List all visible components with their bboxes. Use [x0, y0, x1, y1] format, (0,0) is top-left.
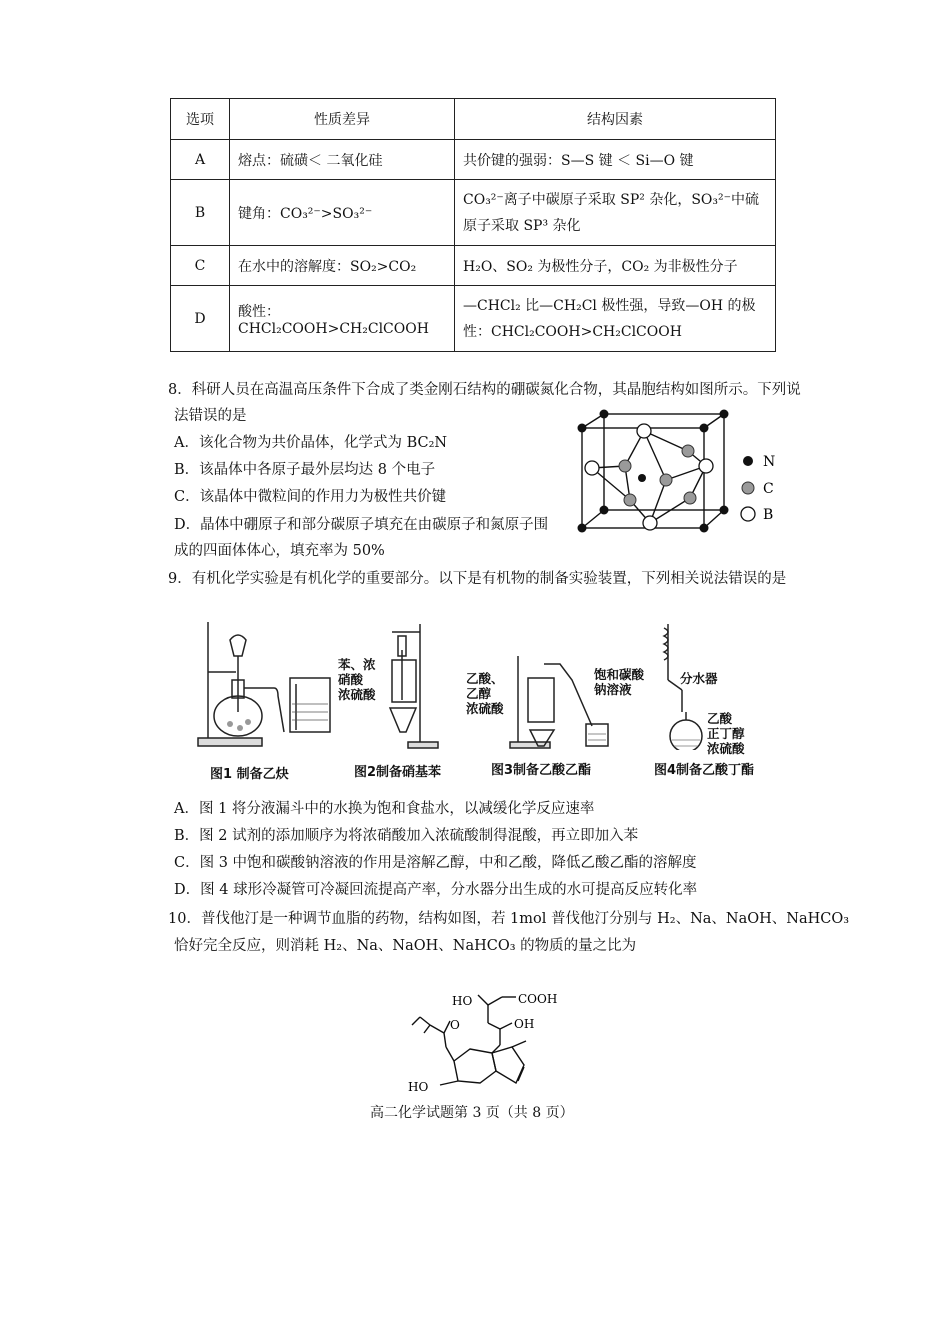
- fig1-caption: 图1 制备乙炔: [210, 767, 289, 782]
- row-factor: H₂O、SO₂ 为极性分子，CO₂ 为非极性分子: [455, 246, 776, 286]
- page-footer: 高二化学试题第 3 页（共 8 页）: [370, 1105, 574, 1121]
- fig2-reagent-label: 苯、浓 硝酸 浓硫酸: [338, 657, 376, 702]
- legend-n-dot: [743, 456, 753, 466]
- q10-stem: 10．普伐他汀是一种调节血脂的药物，结构如图，若 1mol 普伐他汀分别与 H₂、Na、NaOH、NaHCO₃: [168, 911, 850, 927]
- q8-option-b: B．该晶体中各原子最外层均达 8 个电子: [174, 462, 436, 478]
- hydroxyl-label-bottom: HO: [408, 1080, 429, 1094]
- fig4-separator-label: 分水器: [680, 671, 718, 686]
- table-row: [171, 140, 776, 180]
- q9-stem: 9．有机化学实验是有机化学的重要部分。以下是有机物的制备实验装置，下列相关说法错误的是: [168, 571, 787, 587]
- carboxyl-label: COOH: [518, 992, 558, 1006]
- q8-stem-cont: 法错误的是: [174, 408, 247, 424]
- row-option: B: [171, 180, 230, 246]
- legend-b-dot: [741, 507, 755, 521]
- fig3-reagent-label: 乙酸、 乙醇 浓硫酸: [466, 671, 504, 716]
- row-property: 熔点：硫磺＜ 二氧化硅: [230, 140, 455, 180]
- row-property: 酸性：CHCl₂COOH>CH₂ClCOOH: [230, 286, 455, 352]
- fig2-caption: 图2制备硝基苯: [354, 765, 442, 780]
- fig4-reagent-label: 乙酸 正丁醇 浓硫酸: [707, 711, 745, 756]
- hydroxyl-label-right: OH: [514, 1017, 535, 1031]
- fig3-apparatus: [508, 650, 638, 750]
- row-option: C: [171, 246, 230, 286]
- q9-option-d: D．图 4 球形冷凝管可冷凝回流提高产率，分水器分出生成的水可提高反应转化率: [174, 882, 698, 898]
- comparison-table: [170, 98, 776, 352]
- row-factor: 共价键的强弱：S—S 键 ＜ Si—O 键: [455, 140, 776, 180]
- header-option: 选项: [171, 99, 230, 140]
- q8-stem: 8．科研人员在高温高压条件下合成了类金刚石结构的硼碳氮化合物，其晶胞结构如图所示。下列说: [168, 382, 801, 398]
- row-factor: CO₃²⁻离子中碳原子采取 SP² 杂化，SO₃²⁻中硫原子采取 SP³ 杂化: [455, 180, 776, 246]
- legend-b-label: B: [763, 507, 774, 523]
- q10-stem-cont: 恰好完全反应，则消耗 H₂、Na、NaOH、NaHCO₃ 的物质的量之比为: [174, 938, 637, 954]
- header-property: 性质差异: [230, 99, 455, 140]
- table-row: [171, 180, 776, 246]
- table-row: [171, 246, 776, 286]
- q8-option-d-cont: 成的四面体体心，填充率为 50%: [174, 543, 385, 559]
- legend-c-dot: [742, 482, 754, 494]
- legend-n-label: N: [763, 454, 776, 470]
- pravastatin-structure: [400, 985, 590, 1097]
- crystal-cell-diagram: [570, 408, 790, 538]
- fig2-apparatus: [380, 620, 440, 750]
- row-property: 在水中的溶解度：SO₂>CO₂: [230, 246, 455, 286]
- fig3-solution-label: 饱和碳酸 钠溶液: [594, 667, 645, 697]
- fig1-apparatus: [196, 612, 336, 750]
- fig3-caption: 图3制备乙酸乙酯: [491, 763, 592, 778]
- row-option: D: [171, 286, 230, 352]
- legend-c-label: C: [763, 481, 774, 497]
- q8-option-d: D．晶体中硼原子和部分碳原子填充在由碳原子和氮原子围: [174, 517, 549, 533]
- table-row: [171, 286, 776, 352]
- q9-option-c: C．图 3 中饱和碳酸钠溶液的作用是溶解乙醇，中和乙酸，降低乙酸乙酯的溶解度: [174, 855, 697, 871]
- fig4-caption: 图4制备乙酸丁酯: [654, 763, 755, 778]
- table-header-row: [171, 99, 776, 140]
- row-factor: —CHCl₂ 比—CH₂Cl 极性强，导致—OH 的极性：CHCl₂COOH>CH₂ClCOOH: [455, 286, 776, 352]
- q9-option-b: B．图 2 试剂的添加顺序为将浓硝酸加入浓硫酸制得混酸，再立即加入苯: [174, 828, 639, 844]
- q8-option-a: A．该化合物为共价晶体，化学式为 BC₂N: [174, 435, 448, 451]
- row-property: 键角：CO₃²⁻>SO₃²⁻: [230, 180, 455, 246]
- hydroxyl-label-top: HO: [452, 994, 473, 1008]
- header-factor: 结构因素: [455, 99, 776, 140]
- row-option: A: [171, 140, 230, 180]
- q9-option-a: A．图 1 将分液漏斗中的水换为饱和食盐水，以减缓化学反应速率: [174, 801, 595, 817]
- q8-option-c: C．该晶体中微粒间的作用力为极性共价键: [174, 489, 447, 505]
- ester-oxygen-label: O: [450, 1018, 460, 1032]
